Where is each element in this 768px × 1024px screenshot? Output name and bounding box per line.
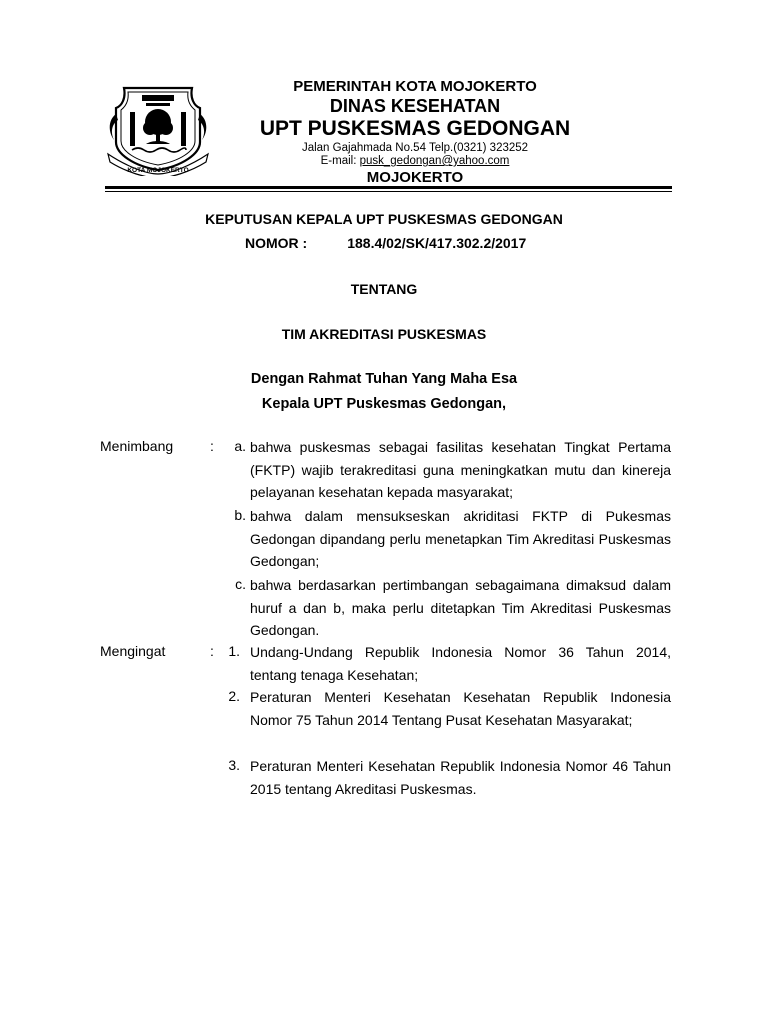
letterhead-rule-thick [105,186,672,189]
kota-mojokerto-emblem-icon [106,84,210,176]
menimbang-label: Menimbang [100,438,174,454]
email-label: E-mail: [320,155,360,167]
menimbang-marker-b: b. [234,507,246,523]
mengingat-item-1: Undang-Undang Republik Indonesia Nomor 36 Tahun 2014, tentang tenaga Kesehatan; [250,644,671,683]
decree-number-value: 188.4/02/SK/417.302.2/2017 [347,235,527,251]
mengingat-label: Mengingat [100,643,166,659]
letterhead-rule-thin [105,191,672,192]
menimbang-item-c: bahwa berdasarkan pertimbangan sebagaimana dimaksud dalam huruf a dan b, maka perlu ditetapkan Tim Akreditasi Puskesmas Gedongan. [250,577,671,638]
mengingat-marker-1: 1. [228,643,240,659]
decree-tentang: TENTANG [350,281,418,297]
decree-number-label: NOMOR : [245,235,308,251]
decree-title: KEPUTUSAN KEPALA UPT PUSKESMAS GEDONGAN [205,211,563,227]
email-link[interactable]: pusk_gedongan@yahoo.com [359,155,510,167]
decree-authority: Kepala UPT Puskesmas Gedongan, [261,396,507,412]
letterhead-city: MOJOKERTO [366,169,464,186]
letterhead-government: PEMERINTAH KOTA MOJOKERTO [293,78,537,95]
letterhead-email-line [220,155,610,168]
menimbang-marker-c: c. [235,576,246,592]
letterhead-department: DINAS KESEHATAN [329,96,501,116]
menimbang-marker-a: a. [234,438,246,454]
mengingat-marker-2: 2. [228,688,240,704]
mengingat-item-2: Peraturan Menteri Kesehatan Kesehatan Republik Indonesia Nomor 75 Tahun 2014 Tentang Pusat Kesehatan Masyarakat; [250,689,671,728]
mengingat-item-3: Peraturan Menteri Kesehatan Republik Indonesia Nomor 46 Tahun 2015 tentang Akreditasi Puskesmas. [250,758,671,797]
mengingat-colon: : [210,643,214,659]
menimbang-item-b: bahwa dalam mensukseskan akriditasi FKTP di Pukesmas Gedongan dipandang perlu menetapkan Tim Akreditasi Puskesmas Gedongan; [250,508,671,569]
decree-subject: TIM AKREDITASI PUSKESMAS [281,326,487,342]
emblem-ribbon-text: KOTA MOJOKERTO [127,167,189,174]
menimbang-item-a: bahwa puskesmas sebagai fasilitas kesehatan Tingkat Pertama (FKTP) wajib terakreditasi guna meningkatkan mutu dan kinereja pelayanan kesehatan kepada masyarakat; [250,439,671,500]
letterhead-address: Jalan Gajahmada No.54 Telp.(0321) 323252 [301,142,529,154]
letterhead-institution: UPT PUSKESMAS GEDONGAN [259,117,571,140]
mengingat-marker-3: 3. [228,757,240,773]
letterhead [220,78,610,187]
menimbang-colon: : [210,438,214,454]
decree-number [245,235,526,251]
decree-blessing: Dengan Rahmat Tuhan Yang Maha Esa [250,371,518,387]
